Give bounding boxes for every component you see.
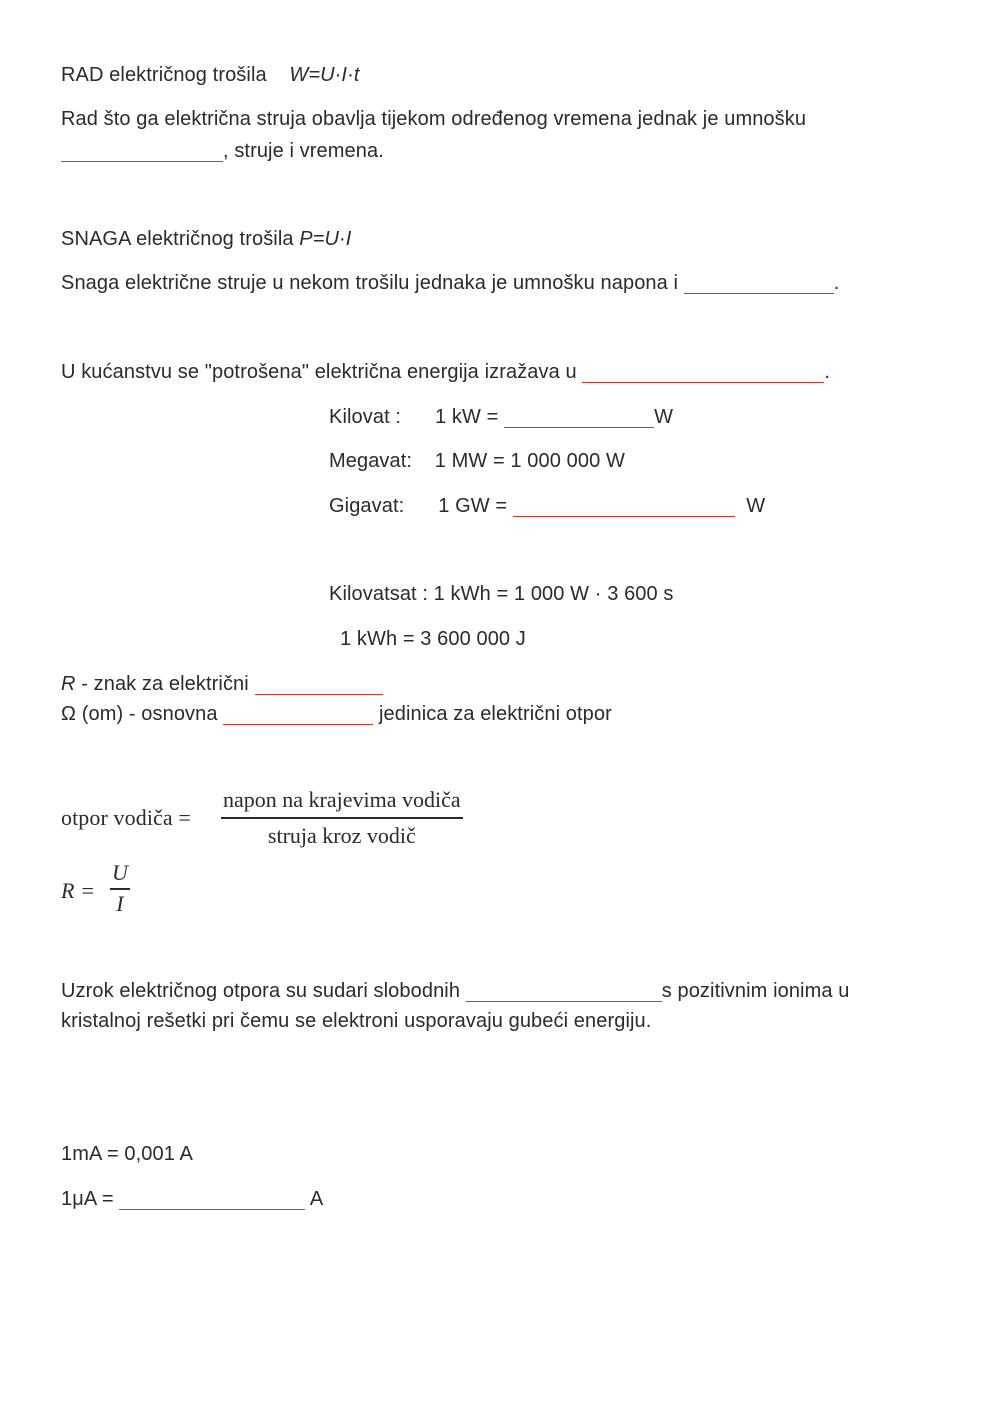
megavat-label: Megavat: — [329, 450, 413, 472]
snaga-answer-field[interactable] — [684, 273, 834, 294]
snaga-heading-line — [61, 226, 351, 252]
rad-formula: W=U·I·t — [289, 64, 360, 86]
uzrok-line2: kristalnoj rešetki pri čemu se elektroni usporavaju gubeći energiju. — [61, 1010, 652, 1032]
r-symbol: R — [61, 673, 76, 695]
rad-heading: RAD električnog trošila — [61, 64, 267, 86]
uzrok-line1 — [61, 978, 849, 1004]
rad-definition-line2 — [61, 138, 384, 164]
energy-sentence-line — [61, 359, 830, 385]
gigavat-unit: W — [746, 495, 766, 517]
kilovat-answer-field[interactable] — [504, 407, 654, 428]
gigavat-answer-field[interactable] — [513, 496, 735, 517]
snaga-sentence: Snaga električne struje u nekom trošilu jednaka je umnošku napona i — [61, 272, 679, 294]
microampere-answer-field[interactable] — [119, 1189, 305, 1210]
resistance-formula-fraction — [221, 787, 463, 849]
energy-unit-answer-field[interactable] — [582, 362, 824, 383]
gigavat-label: Gigavat: — [329, 495, 405, 517]
kilovat-equation: 1 kW = — [435, 406, 499, 428]
ohm-line — [61, 701, 612, 727]
uzrok-answer-field[interactable] — [466, 981, 662, 1002]
resistance-formula-denominator: struja kroz vodič — [267, 822, 416, 848]
kilovat-line — [329, 404, 673, 430]
kilovat-unit: W — [654, 406, 674, 428]
snaga-definition — [61, 270, 839, 296]
ohm-after-text: jedinica za električni otpor — [378, 703, 612, 725]
uzrok-before: Uzrok električnog otpora su sudari slobodnih — [61, 980, 461, 1002]
r-formula-lhs: R = — [61, 878, 96, 903]
rad-definition-line2-text: , struje i vremena. — [223, 140, 384, 162]
rad-answer-field[interactable] — [61, 141, 223, 162]
gigavat-equation: 1 GW = — [438, 495, 508, 517]
snaga-sentence-end: . — [833, 272, 840, 294]
kilovat-label: Kilovat : — [329, 406, 402, 428]
uzrok-after: s pozitivnim ionima u — [661, 980, 850, 1002]
megavat-equation: 1 MW = 1 000 000 W — [434, 450, 625, 472]
r-symbol-text: - znak za električni — [75, 673, 249, 695]
energy-sentence-end: . — [824, 361, 831, 383]
ohm-answer-field[interactable] — [223, 704, 373, 725]
r-formula-numerator: U — [112, 860, 128, 885]
r-formula-fraction — [110, 861, 130, 916]
milliampere-line: 1mA = 0,001 A — [61, 1143, 193, 1165]
rad-heading-line — [61, 62, 360, 88]
resistance-formula-numerator: napon na krajevima vodiča — [223, 787, 461, 812]
snaga-heading: SNAGA električnog trošila — [61, 228, 294, 250]
kilovatsat-line: Kilovatsat : 1 kWh = 1 000 W · 3 600 s — [329, 583, 674, 605]
kwh-joule-line: 1 kWh = 3 600 000 J — [340, 628, 526, 650]
ohm-text: Ω (om) - osnovna — [61, 703, 218, 725]
microampere-unit: A — [309, 1188, 324, 1210]
gigavat-line — [329, 493, 765, 519]
megavat-line — [329, 448, 625, 474]
microampere-line — [61, 1186, 323, 1212]
resistance-formula-lhs: otpor vodiča = — [61, 805, 191, 830]
r-answer-field[interactable] — [255, 674, 383, 695]
energy-sentence: U kućanstvu se "potrošena" električna energija izražava u — [61, 361, 577, 383]
rad-definition-line1: Rad što ga električna struja obavlja tijekom određenog vremena jednak je umnošku — [61, 108, 807, 130]
microampere-label: 1μA = — [61, 1188, 114, 1210]
r-formula-denominator: I — [116, 890, 124, 916]
r-symbol-line — [61, 671, 383, 697]
snaga-formula: P=U·I — [299, 228, 352, 250]
